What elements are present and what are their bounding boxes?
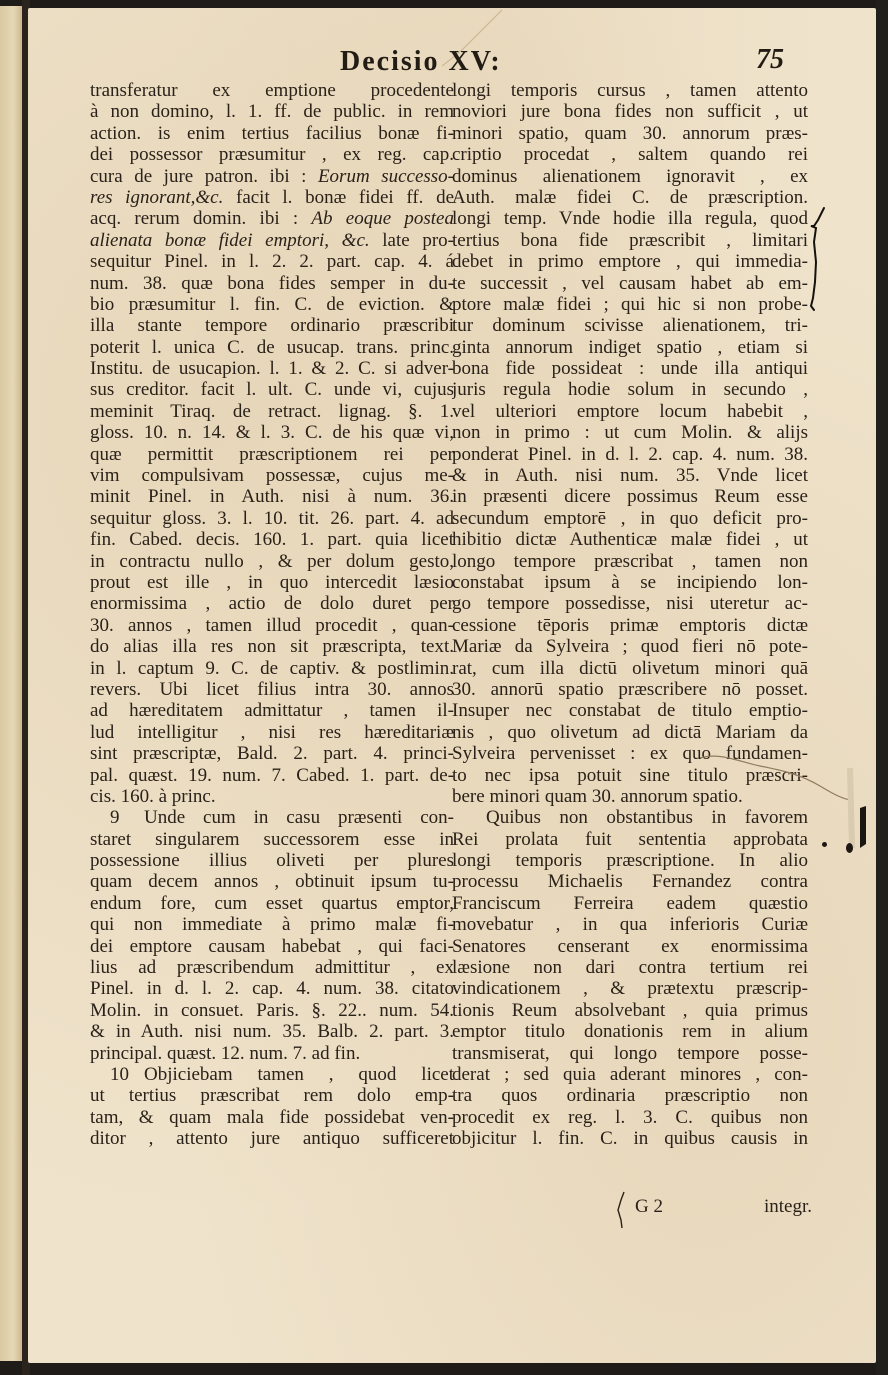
text-line	[90, 1064, 454, 1085]
line-text: Insuper nec constabat de titulo emptio-	[452, 700, 808, 722]
line-text: prout est ille , in quo intercedit læsio	[90, 571, 454, 593]
line-text: qui non immediate à primo malæ fi-	[90, 914, 454, 936]
signature-mark: G 2	[635, 1196, 663, 1217]
text-line	[90, 422, 454, 443]
text-line	[90, 123, 454, 144]
line-text: tra quos ordinaria præscriptio non	[452, 1085, 808, 1107]
text-line	[452, 1107, 808, 1128]
line-text: ut tertius præscribat rem dolo emp-	[90, 1085, 454, 1107]
line-text: longi temporis cursus , tamen attento	[452, 80, 808, 101]
text-line	[90, 358, 454, 379]
text-line	[90, 679, 454, 700]
text-line	[452, 101, 808, 122]
line-text: processu Michaelis Fernandez contra	[452, 871, 808, 893]
line-text: late pro-	[369, 229, 454, 251]
line-text: transferatur ex emptione procedente	[90, 80, 454, 101]
paragraph-number: 10	[110, 1063, 129, 1085]
text-line	[90, 1043, 454, 1064]
line-text: quam decem annos , obtinuit ipsum tu-	[90, 871, 454, 893]
text-line	[452, 1043, 808, 1064]
text-line	[452, 893, 808, 914]
text-line	[452, 187, 808, 208]
text-line	[452, 658, 808, 679]
text-line	[90, 444, 454, 465]
text-line	[90, 551, 454, 572]
text-line	[90, 1021, 454, 1042]
line-text: læsione non dari contra tertium rei	[452, 957, 808, 979]
line-text: sus creditor. facit l. ult. C. unde vi, cujus	[90, 379, 454, 401]
text-line	[452, 936, 808, 957]
line-text: ditor , attento jure antiquo sufficeret	[90, 1128, 454, 1150]
text-line	[452, 422, 808, 443]
line-text: minori spatio, quam 30. annorum præs-	[452, 122, 808, 144]
text-line	[452, 208, 808, 229]
text-line	[90, 615, 454, 636]
line-text: Rei prolata fuit sententia approbata	[452, 828, 808, 850]
line-text: cessione tēporis primæ emptoris dictæ	[452, 614, 808, 636]
text-line	[90, 273, 454, 294]
line-text: in l. captum 9. C. de captiv. & postlimin.	[90, 657, 454, 679]
line-text: sequitur gloss. 3. l. 10. tit. 26. part. 4. ad	[90, 507, 454, 529]
line-text: longi temporis præscriptione. In alio	[452, 850, 808, 872]
paragraph-number: 9	[110, 807, 120, 829]
handwritten-bracket-mark	[808, 202, 828, 312]
text-line	[90, 829, 454, 850]
line-text: vel ulteriori emptore locum habebit ,	[452, 400, 808, 422]
text-line	[90, 743, 454, 764]
line-text: Institu. de usucapion. l. 1. & 2. C. si adver-	[90, 358, 454, 380]
line-text: gloss. 10. n. 14. & l. 3. C. de his quæ vi,	[90, 422, 454, 444]
text-line	[452, 379, 808, 400]
text-line	[90, 593, 454, 614]
text-line	[90, 978, 454, 999]
text-line	[90, 1128, 454, 1149]
line-text: tam, & quam mala fide possidebat ven-	[90, 1106, 454, 1128]
text-line	[452, 636, 808, 657]
scan-border	[876, 0, 888, 1375]
line-text: non in primo : ut cum Molin. & alijs	[452, 422, 808, 444]
text-line	[452, 465, 808, 486]
text-line	[90, 379, 454, 400]
text-line	[90, 658, 454, 679]
text-line	[452, 486, 808, 507]
line-text: principal. quæst. 12. num. 7. ad fin.	[90, 1042, 361, 1064]
facing-page-edge	[0, 6, 22, 1361]
line-text: fin. Cabed. decis. 160. 1. part. quia licet	[90, 529, 454, 551]
text-line	[90, 465, 454, 486]
text-line	[90, 486, 454, 507]
text-line	[90, 101, 454, 122]
line-text: & in Auth. nisi num. 35. Vnde licet	[452, 465, 808, 487]
text-line	[90, 208, 454, 229]
line-text: debet in primo emptore , qui immedia-	[452, 251, 808, 273]
ink-spot	[846, 843, 853, 853]
line-text: te successit , vel causam habet ab em-	[452, 272, 808, 294]
text-line	[90, 294, 454, 315]
line-text: Pinel. in d. l. 2. cap. 4. num. 38. citato	[90, 978, 454, 1000]
line-text: sint præscriptæ, Bald. 2. part. 4. princi-	[90, 743, 454, 765]
line-text: quæ permittit præscriptionem rei per	[90, 443, 454, 465]
left-text-column	[90, 80, 454, 1150]
text-line	[90, 914, 454, 935]
page-number: 75	[756, 44, 784, 75]
line-text: Molin. in consuet. Paris. §. 22.. num. 54.	[90, 999, 454, 1021]
line-text: Auth. malæ fidei C. de præscription.	[452, 186, 808, 208]
text-line	[90, 786, 454, 807]
line-text: ponderat Pinel. in d. l. 2. cap. 4. num. 38.	[452, 443, 808, 465]
text-line	[452, 230, 808, 251]
text-line	[452, 593, 808, 614]
text-line	[90, 636, 454, 657]
line-text: 30. annorū spatio præscribere nō posset.	[452, 678, 808, 700]
line-text: lud intelligitur , nisi res hæreditariæ	[90, 721, 454, 743]
line-text: bona fide possideat : unde illa antiqui	[452, 358, 808, 380]
line-text: longo tempore præscribat , tamen non	[452, 550, 808, 572]
text-line	[90, 700, 454, 721]
text-line	[90, 529, 454, 550]
line-text: Objiciebam tamen , quod licet	[144, 1063, 454, 1085]
text-line	[452, 1064, 808, 1085]
line-text: longi temp. Vnde hodie illa regula, quod	[452, 208, 808, 230]
text-line	[452, 358, 808, 379]
text-line	[452, 294, 808, 315]
text-line	[452, 914, 808, 935]
text-line	[452, 1085, 808, 1106]
signature-bracket	[614, 1190, 628, 1230]
line-text: objicitur l. fin. C. in quibus causis in	[452, 1128, 808, 1150]
text-line	[452, 444, 808, 465]
line-text: endum fore, cum esset quartus emptor,	[90, 892, 454, 914]
text-line	[452, 80, 808, 101]
line-text: vindicationem , & prætextu præscrip-	[452, 978, 808, 1000]
text-line	[90, 508, 454, 529]
paper-tear	[700, 748, 876, 858]
text-line	[90, 251, 454, 272]
line-text: à non domino, l. 1. ff. de public. in rem	[90, 101, 454, 123]
text-line	[90, 187, 454, 208]
line-text: pal. quæst. 19. num. 7. Cabed. 1. part. de-	[90, 764, 454, 786]
text-line	[452, 123, 808, 144]
line-text: Unde cum in casu præsenti con-	[144, 807, 454, 829]
line-text: cis. 160. à princ.	[90, 785, 216, 807]
text-line	[452, 337, 808, 358]
line-text: derat ; sed quia aderant minores , con-	[452, 1063, 808, 1085]
line-text: vim compulsivam possessæ, cujus me-	[90, 465, 454, 487]
text-line	[452, 144, 808, 165]
line-text: staret singularem successorem esse in	[90, 828, 454, 850]
text-line	[90, 893, 454, 914]
line-text: cura de jure patron. ibi :	[90, 165, 318, 187]
line-text: hibitio dictæ Authenticæ malæ fidei , ut	[452, 529, 808, 551]
line-text: to nec ipsa potuit sine titulo præscri-	[452, 764, 808, 786]
line-text: Quibus non obstantibus in favorem	[486, 807, 808, 829]
line-text: minit Pinel. in Auth. nisi à num. 36.	[90, 486, 454, 508]
line-text: go tempore possedisse, nisi uteretur ac-	[452, 593, 808, 615]
text-line	[90, 230, 454, 251]
text-line	[452, 251, 808, 272]
line-text: acq. rerum domin. ibi :	[90, 208, 312, 230]
text-line	[90, 144, 454, 165]
line-text: secundum emptorē , in quo deficit pro-	[452, 507, 808, 529]
line-text: bio præsumitur l. fin. C. de eviction. &	[90, 293, 454, 315]
text-line	[452, 508, 808, 529]
text-line	[452, 315, 808, 336]
line-text: ad hæreditatem admittatur , tamen il-	[90, 700, 454, 722]
line-text: constabat ipsum à se incipiendo lon-	[452, 571, 808, 593]
line-text: in contractu nullo , & per dolum gesto,	[90, 550, 454, 572]
text-line	[452, 166, 808, 187]
text-line	[452, 1021, 808, 1042]
line-text: illa stante tempore ordinario præscribi	[90, 315, 454, 337]
line-text: in præsenti dicere possimus Reum esse	[452, 486, 808, 508]
text-line	[90, 80, 454, 101]
line-text: ginta annorum indiget spatio , etiam si	[452, 336, 808, 358]
line-text: revers. Ubi licet filius intra 30. annos	[90, 678, 454, 700]
right-text-column	[452, 80, 808, 1150]
text-line	[452, 615, 808, 636]
text-line	[90, 807, 454, 828]
text-line	[90, 957, 454, 978]
line-text: facit l. bonæ fidei ff. de	[223, 186, 454, 208]
line-text: do alias illa res non sit præscripta, text.	[90, 636, 454, 658]
text-line	[90, 936, 454, 957]
text-line	[452, 1000, 808, 1021]
text-line	[452, 1128, 808, 1149]
line-text: movebatur , in qua inferioris Curiæ	[452, 914, 808, 936]
running-title: Decisio XV:	[340, 46, 502, 77]
text-line	[452, 401, 808, 422]
text-line	[90, 871, 454, 892]
catchword: integr.	[764, 1196, 813, 1217]
text-line	[452, 957, 808, 978]
line-text: emptor titulo donationis rem in alium	[452, 1021, 808, 1043]
text-line	[90, 1085, 454, 1106]
text-line	[90, 337, 454, 358]
text-line	[452, 978, 808, 999]
italic-quote: Eorum successo-	[317, 165, 454, 187]
line-text: ptore malæ fidei ; qui hic si non probe-	[452, 293, 808, 315]
text-line	[452, 871, 808, 892]
text-line	[452, 679, 808, 700]
line-text: tionis Reum absolvebant , quia primus	[452, 999, 808, 1021]
line-text: procedit ex reg. l. 3. C. quibus non	[452, 1106, 808, 1128]
line-text: Franciscum Ferreira eadem quæstio	[452, 892, 808, 914]
text-line	[90, 850, 454, 871]
text-line	[90, 722, 454, 743]
text-line	[90, 166, 454, 187]
line-text: Mariæ da Sylveira ; quod fieri nō pote-	[452, 636, 808, 658]
line-text: enormissima , actio de dolo duret per	[90, 593, 454, 615]
text-line	[452, 700, 808, 721]
text-line	[90, 1107, 454, 1128]
line-text: meminit Tiraq. de retract. lignag. §. 1.	[90, 400, 454, 422]
line-text: dominus alienationem ignoravit , ex	[452, 165, 808, 187]
line-text: sequitur Pinel. in l. 2. 2. part. cap. 4. á	[90, 251, 454, 273]
italic-quote: res ignorant,&c.	[90, 186, 224, 208]
line-text: action. is enim tertius facilius bonæ fi-	[90, 122, 454, 144]
line-text: poterit l. unica C. de usucap. trans. princ.	[90, 336, 454, 358]
line-text: Senatores censerant ex enormissima	[452, 935, 808, 957]
line-text: 30. annos , tamen illud procedit , quan-	[90, 614, 454, 636]
line-text: Sylveira pervenisset : ex quo fundamen-	[452, 743, 808, 765]
line-text: bere minori quam 30. annorum spatio.	[452, 785, 743, 807]
text-line	[90, 1000, 454, 1021]
text-line	[452, 722, 808, 743]
text-line	[90, 572, 454, 593]
line-text: possessione illius oliveti per plures	[90, 850, 454, 872]
line-text: lius ad præscribendum admittitur , ex	[90, 957, 454, 979]
line-text: dei possessor præsumitur , ex reg. cap.	[90, 144, 454, 166]
text-line	[452, 572, 808, 593]
line-text: juris regula hodie solum in secundo ,	[452, 379, 808, 401]
line-text: & in Auth. nisi num. 35. Balb. 2. part. 3.	[90, 1021, 454, 1043]
line-text: nis , quo olivetum ad dictā Mariam da	[452, 721, 808, 743]
running-head	[340, 46, 502, 80]
text-line	[452, 551, 808, 572]
line-text: dei emptore causam habebat , qui faci-	[90, 935, 454, 957]
text-line	[452, 529, 808, 550]
ink-spot	[822, 842, 827, 847]
line-text: tur dominum scivisse alienationem, tri-	[452, 315, 808, 337]
text-line	[90, 401, 454, 422]
line-text: num. 38. quæ bona fides semper in du-	[90, 272, 454, 294]
line-text: noviori jure bona fides non sufficit , ut	[452, 101, 808, 123]
italic-quote: Ab eoque postea	[311, 208, 454, 230]
text-line	[90, 315, 454, 336]
line-text: criptio procedat , saltem quando rei	[452, 144, 808, 166]
line-text: rat, cum illa dictū olivetum minori quā	[452, 657, 808, 679]
line-text: tertius bona fide præscribit , limitari	[452, 229, 808, 251]
line-text: transmiserat, qui longo tempore posse-	[452, 1042, 808, 1064]
italic-quote: alienata bonæ fidei emptori, &c.	[90, 229, 370, 251]
text-line	[90, 765, 454, 786]
text-line	[452, 273, 808, 294]
